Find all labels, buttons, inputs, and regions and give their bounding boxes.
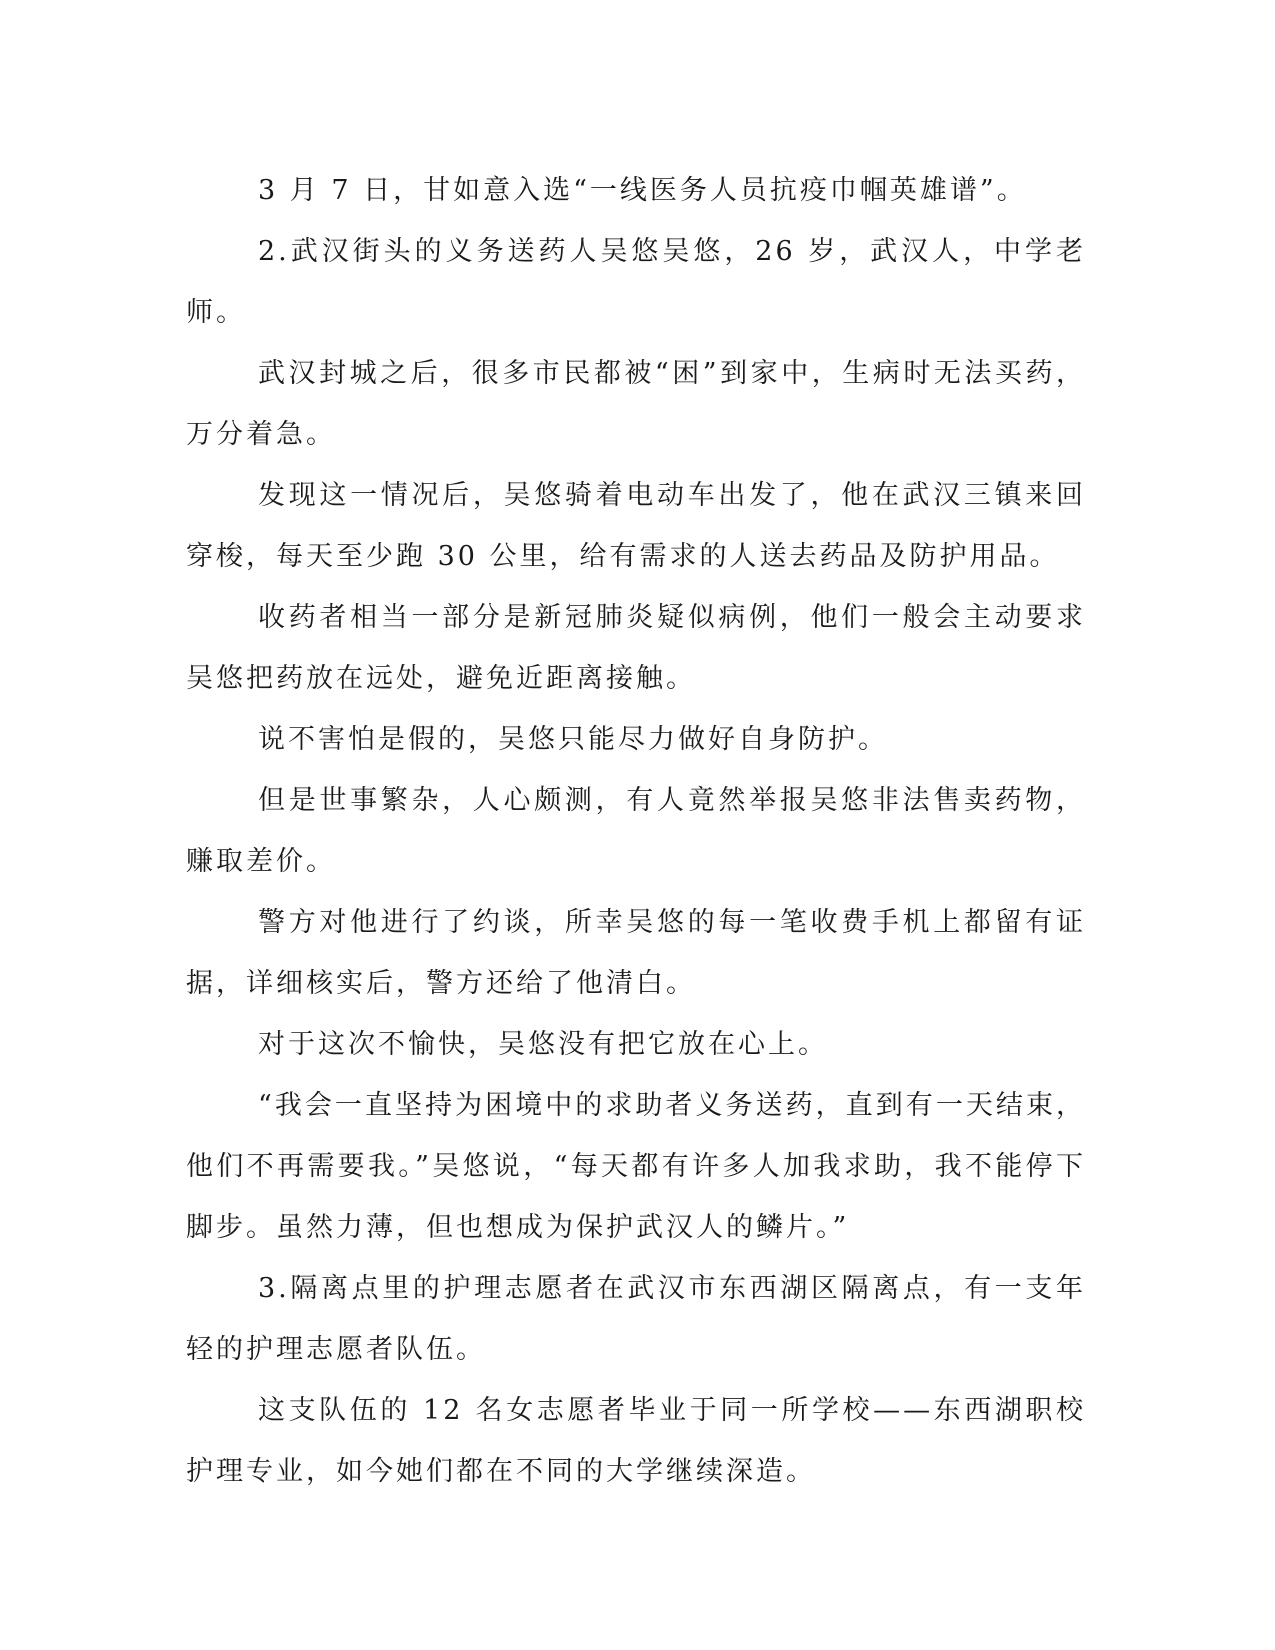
paragraph: 对于这次不愉快，吴悠没有把它放在心上。 [258,1029,828,1060]
paragraph: “我会一直坚持为困境中的求助者义务送药，直到有一天结束，他们不再需要我。”吴悠说，“每天都有许多人加我求助，我不能停下脚步。虽然力薄，但也想成为保护武汉人的鳞片。” [186,1090,1086,1243]
paragraph: 说不害怕是假的，吴悠只能尽力做好自身防护。 [258,724,888,755]
paragraph: 3 月 7 日，甘如意入选“一线医务人员抗疫巾帼英雄谱”。 [258,175,1027,206]
paragraph: 发现这一情况后，吴悠骑着电动车出发了，他在武汉三镇来回穿梭，每天至少跑 30 公里，给有需求的人送去药品及防护用品。 [186,480,1086,572]
paragraph: 3.隔离点里的护理志愿者在武汉市东西湖区隔离点，有一支年轻的护理志愿者队伍。 [186,1273,1086,1365]
body-text [186,160,1086,1502]
paragraph: 警方对他进行了约谈，所幸吴悠的每一笔收费手机上都留有证据，详细核实后，警方还给了他清白。 [186,907,1086,999]
paragraph: 2.武汉街头的义务送药人吴悠吴悠，26 岁，武汉人，中学老师。 [186,236,1086,328]
paragraph: 但是世事繁杂，人心颇测，有人竟然举报吴悠非法售卖药物，赚取差价。 [186,785,1086,877]
paragraph: 收药者相当一部分是新冠肺炎疑似病例，他们一般会主动要求吴悠把药放在远处，避免近距离接触。 [186,602,1086,694]
paragraph: 武汉封城之后，很多市民都被“困”到家中，生病时无法买药，万分着急。 [186,358,1086,450]
paragraph: 这支队伍的 12 名女志愿者毕业于同一所学校——东西湖职校护理专业，如今她们都在不同的大学继续深造。 [186,1395,1086,1487]
